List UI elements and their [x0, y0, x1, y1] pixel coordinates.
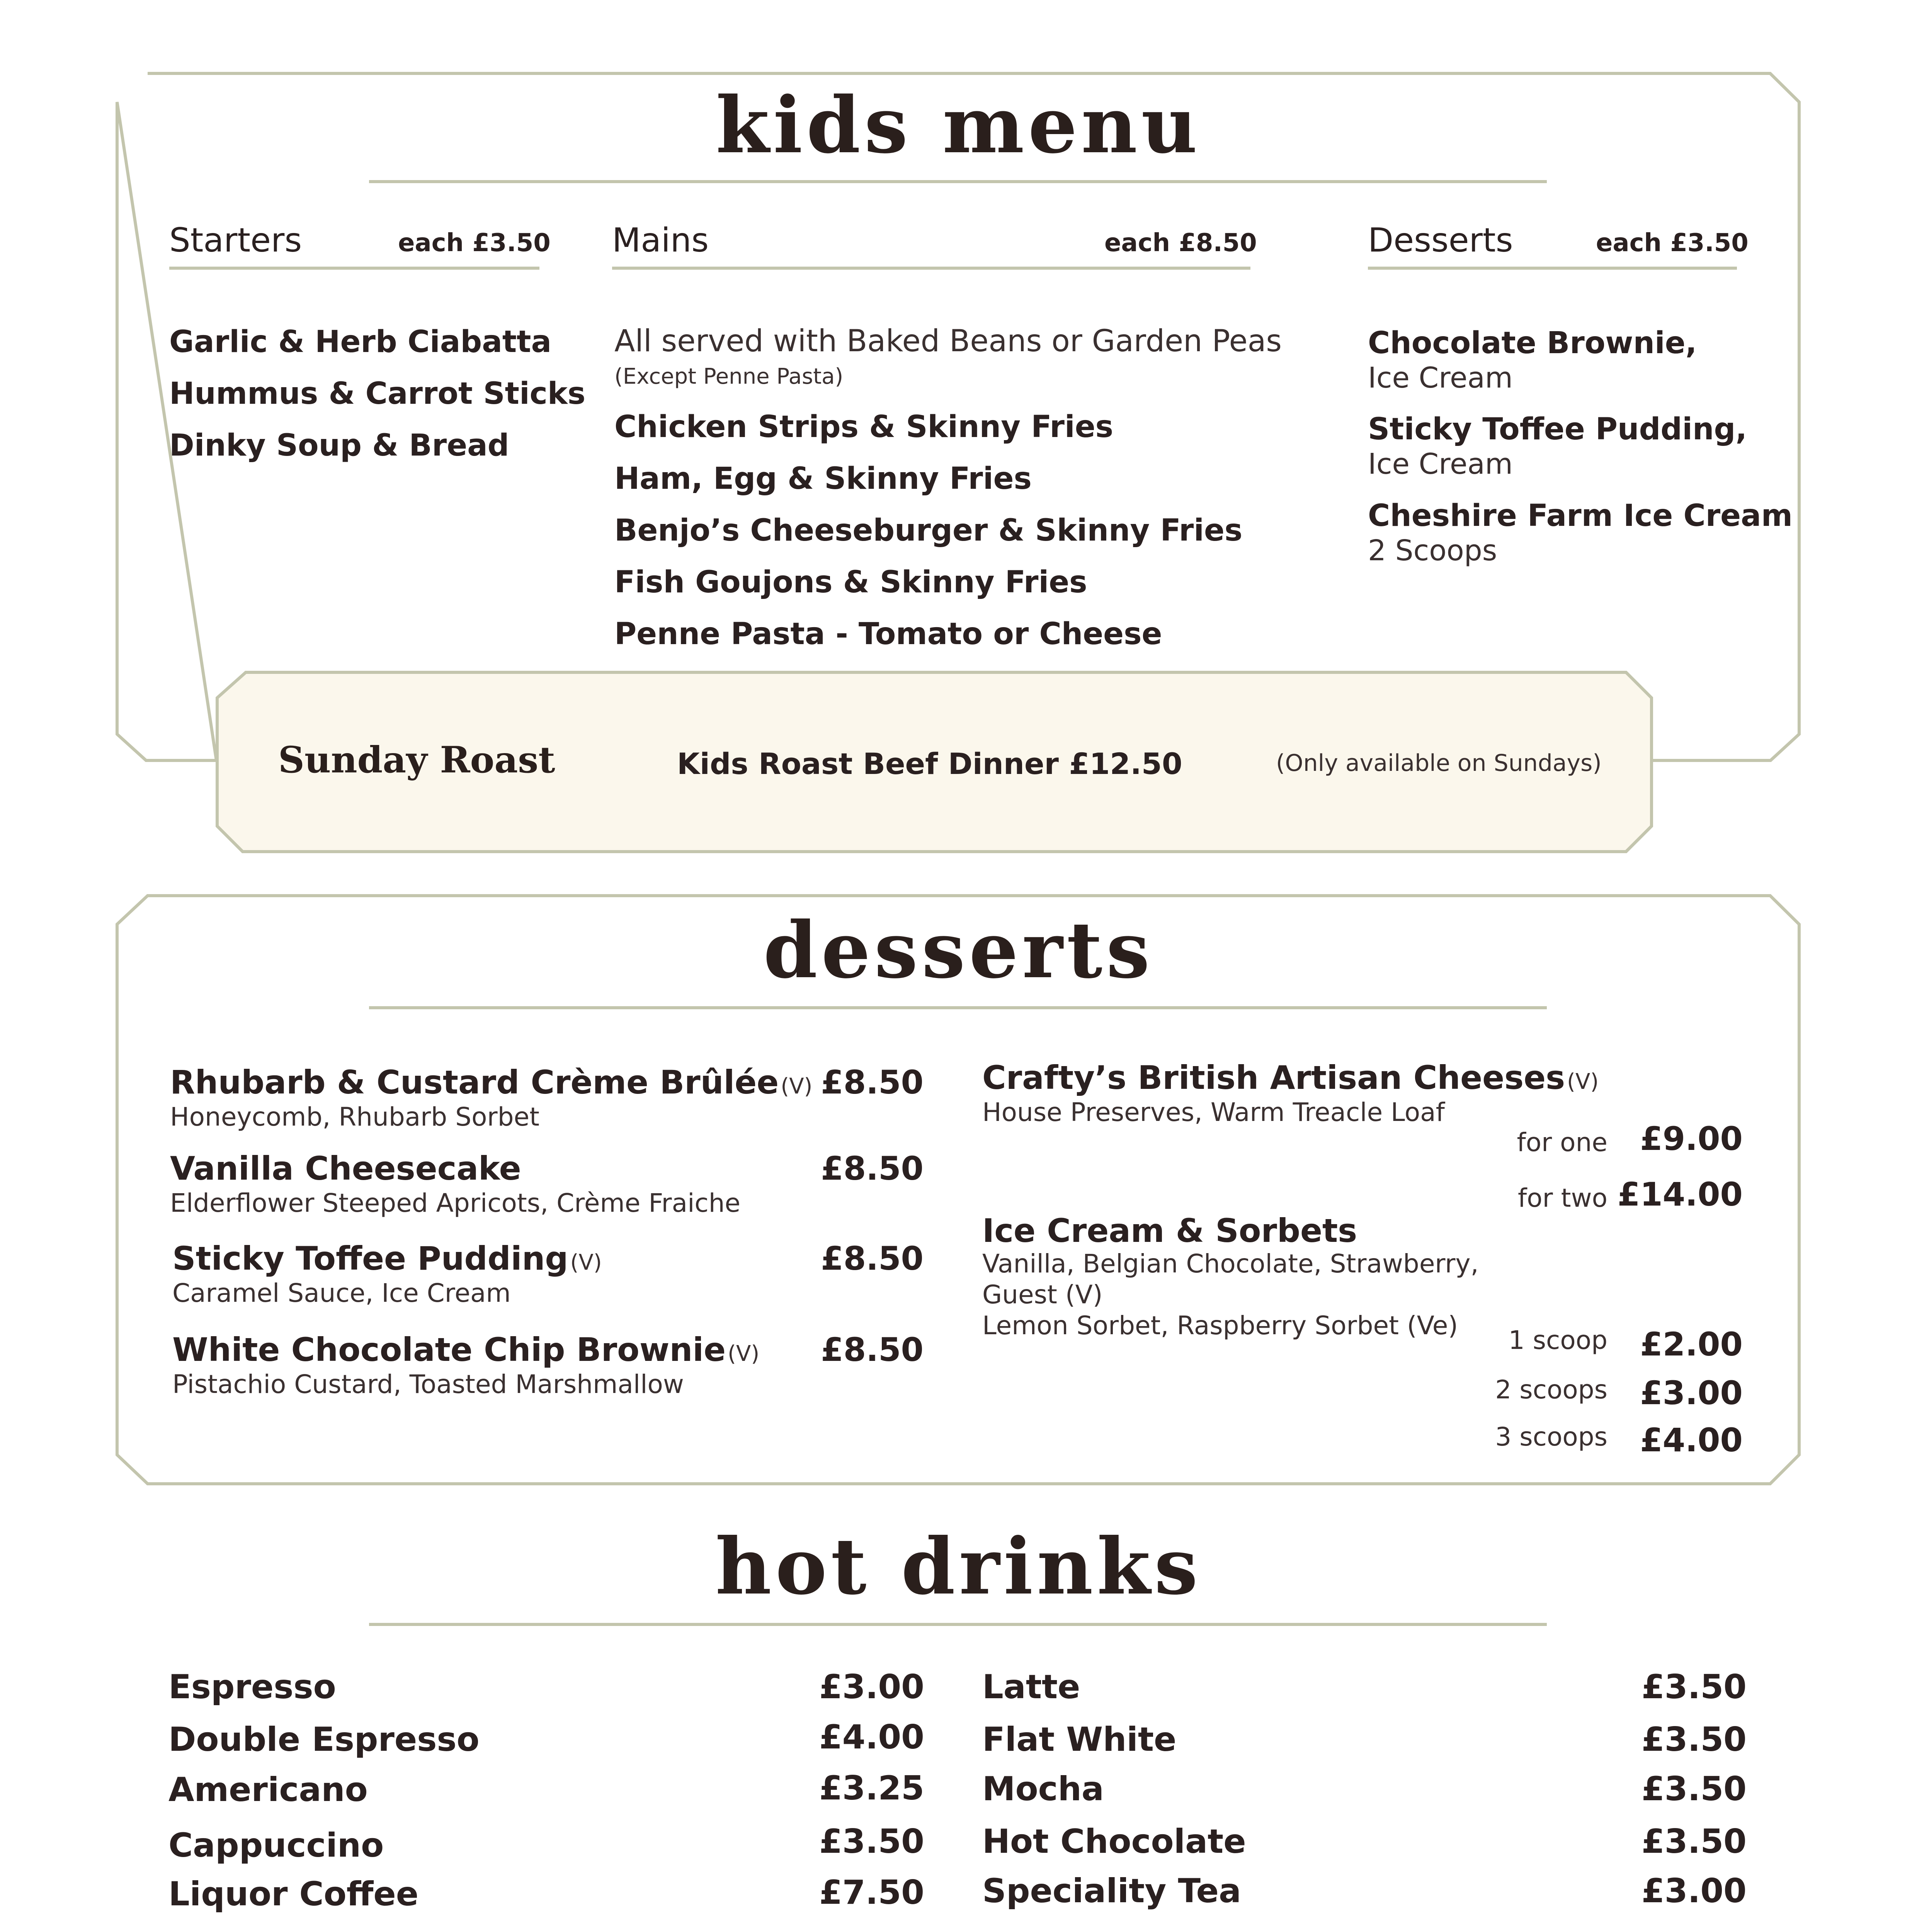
dessert-item [170, 1063, 812, 1101]
sunday-roast-note: (Only available on Sundays) [1276, 750, 1602, 777]
kids-dessert-detail: Ice Cream [1368, 361, 1513, 395]
dessert-price: £8.50 [821, 1063, 924, 1101]
dessert-price: £8.50 [821, 1331, 924, 1369]
drink-price: £4.00 [819, 1718, 924, 1757]
drink-price: £3.50 [1641, 1822, 1747, 1861]
starter-item: Dinky Soup & Bread [169, 428, 509, 463]
starters-rule [169, 267, 539, 270]
drink-price: £3.50 [819, 1822, 924, 1861]
ice-cream-qty: 3 scoops [1495, 1422, 1607, 1452]
starter-item: Garlic & Herb Ciabatta [169, 325, 552, 359]
cheeses-qty: for two [1518, 1183, 1607, 1213]
drink-name: Mocha [982, 1770, 1104, 1808]
drink-price: £3.00 [819, 1668, 924, 1706]
ice-cream-name: Ice Cream & Sorbets [982, 1212, 1357, 1250]
drink-price: £3.50 [1641, 1668, 1747, 1706]
dessert-desc: Elderflower Steeped Apricots, Crème Fraiche [170, 1188, 741, 1218]
kids-dessert-name: Chocolate Brownie, [1368, 326, 1697, 361]
ice-cream-price: £4.00 [1640, 1421, 1743, 1459]
dessert-price: £8.50 [821, 1150, 924, 1187]
cheeses-desc: House Preserves, Warm Treacle Loaf [982, 1097, 1445, 1127]
drink-name: Double Espresso [168, 1720, 480, 1759]
main-item: Chicken Strips & Skinny Fries [614, 410, 1114, 444]
dessert-name: Vanilla Cheesecake [170, 1150, 521, 1187]
kids-dessert-detail: Ice Cream [1368, 447, 1513, 481]
starters-price-note: each £3.50 [398, 229, 551, 257]
drink-name: Espresso [168, 1668, 336, 1706]
desserts-rule [1368, 267, 1737, 270]
main-item: Penne Pasta - Tomato or Cheese [614, 617, 1162, 651]
drink-name: Americano [168, 1770, 368, 1809]
cheeses-price: £14.00 [1617, 1175, 1743, 1213]
cheeses-name: Crafty’s British Artisan Cheeses [982, 1059, 1565, 1097]
dessert-name: Rhubarb & Custard Crème Brûlée [170, 1063, 779, 1101]
ice-cream-qty: 2 scoops [1495, 1375, 1607, 1405]
drink-price: £3.25 [819, 1769, 924, 1808]
hot-drinks-title: hot drinks [715, 1521, 1202, 1612]
dessert-name: Sticky Toffee Pudding [172, 1240, 568, 1277]
ice-cream-price: £2.00 [1640, 1325, 1743, 1363]
starter-item: Hummus & Carrot Sticks [169, 376, 586, 411]
ice-cream-flavours: Vanilla, Belgian Chocolate, Strawberry, [982, 1249, 1479, 1279]
drink-name: Cappuccino [168, 1826, 384, 1865]
mains-intro-note: (Except Penne Pasta) [614, 364, 844, 389]
drink-name: Liquor Coffee [168, 1875, 419, 1913]
dessert-desc: Caramel Sauce, Ice Cream [172, 1278, 511, 1308]
dessert-item [172, 1240, 602, 1277]
dessert-desc: Honeycomb, Rhubarb Sorbet [170, 1102, 539, 1132]
dessert-item [170, 1150, 521, 1187]
drink-name: Hot Chocolate [982, 1822, 1246, 1861]
kids-title-rule [369, 180, 1547, 183]
ice-cream-qty: 1 scoop [1508, 1325, 1607, 1355]
cheeses-qty: for one [1517, 1128, 1607, 1157]
drink-price: £3.50 [1641, 1720, 1747, 1759]
dessert-tag: (V) [781, 1074, 813, 1099]
mains-price-note: each £8.50 [1104, 229, 1257, 257]
main-item: Benjo’s Cheeseburger & Skinny Fries [614, 513, 1243, 548]
desserts-title: desserts [763, 905, 1154, 996]
dessert-tag: (V) [728, 1341, 760, 1366]
drink-price: £3.50 [1641, 1770, 1747, 1808]
drink-name: Latte [982, 1668, 1080, 1706]
ice-cream-price: £3.00 [1640, 1374, 1743, 1412]
desserts-title-rule [369, 1006, 1547, 1009]
starters-heading: Starters [169, 221, 302, 260]
ice-cream-sorbets: Lemon Sorbet, Raspberry Sorbet (Ve) [982, 1311, 1458, 1340]
drink-name: Flat White [982, 1720, 1177, 1759]
drink-name: Speciality Tea [982, 1872, 1241, 1910]
kids-menu-title: kids menu [716, 80, 1201, 171]
desserts-price-note: each £3.50 [1596, 229, 1749, 257]
cheeses-tag: (V) [1567, 1069, 1599, 1094]
ice-cream-flavours: Guest (V) [982, 1280, 1103, 1310]
dessert-name: White Chocolate Chip Brownie [172, 1331, 726, 1369]
main-item: Ham, Egg & Skinny Fries [614, 461, 1032, 496]
dessert-price: £8.50 [821, 1240, 924, 1277]
dessert-desc: Pistachio Custard, Toasted Marshmallow [172, 1369, 684, 1399]
kids-dessert-detail: 2 Scoops [1368, 534, 1497, 567]
cheeses-price: £9.00 [1640, 1120, 1743, 1158]
hot-drinks-title-rule [369, 1623, 1547, 1626]
mains-intro: All served with Baked Beans or Garden Peas [614, 324, 1282, 359]
sunday-roast-label: Sunday Roast [278, 739, 555, 781]
drink-price: £3.00 [1641, 1872, 1747, 1910]
kids-dessert-name: Cheshire Farm Ice Cream [1368, 498, 1793, 533]
drink-price: £7.50 [819, 1873, 924, 1912]
dessert-item [172, 1331, 759, 1369]
main-item: Fish Goujons & Skinny Fries [614, 565, 1087, 600]
dessert-tag: (V) [570, 1250, 602, 1275]
cheeses-item [982, 1059, 1599, 1097]
desserts-heading: Desserts [1368, 221, 1513, 260]
kids-dessert-name: Sticky Toffee Pudding, [1368, 412, 1747, 447]
mains-rule [612, 267, 1250, 270]
sunday-roast-item: Kids Roast Beef Dinner £12.50 [677, 747, 1182, 781]
mains-heading: Mains [612, 221, 709, 260]
